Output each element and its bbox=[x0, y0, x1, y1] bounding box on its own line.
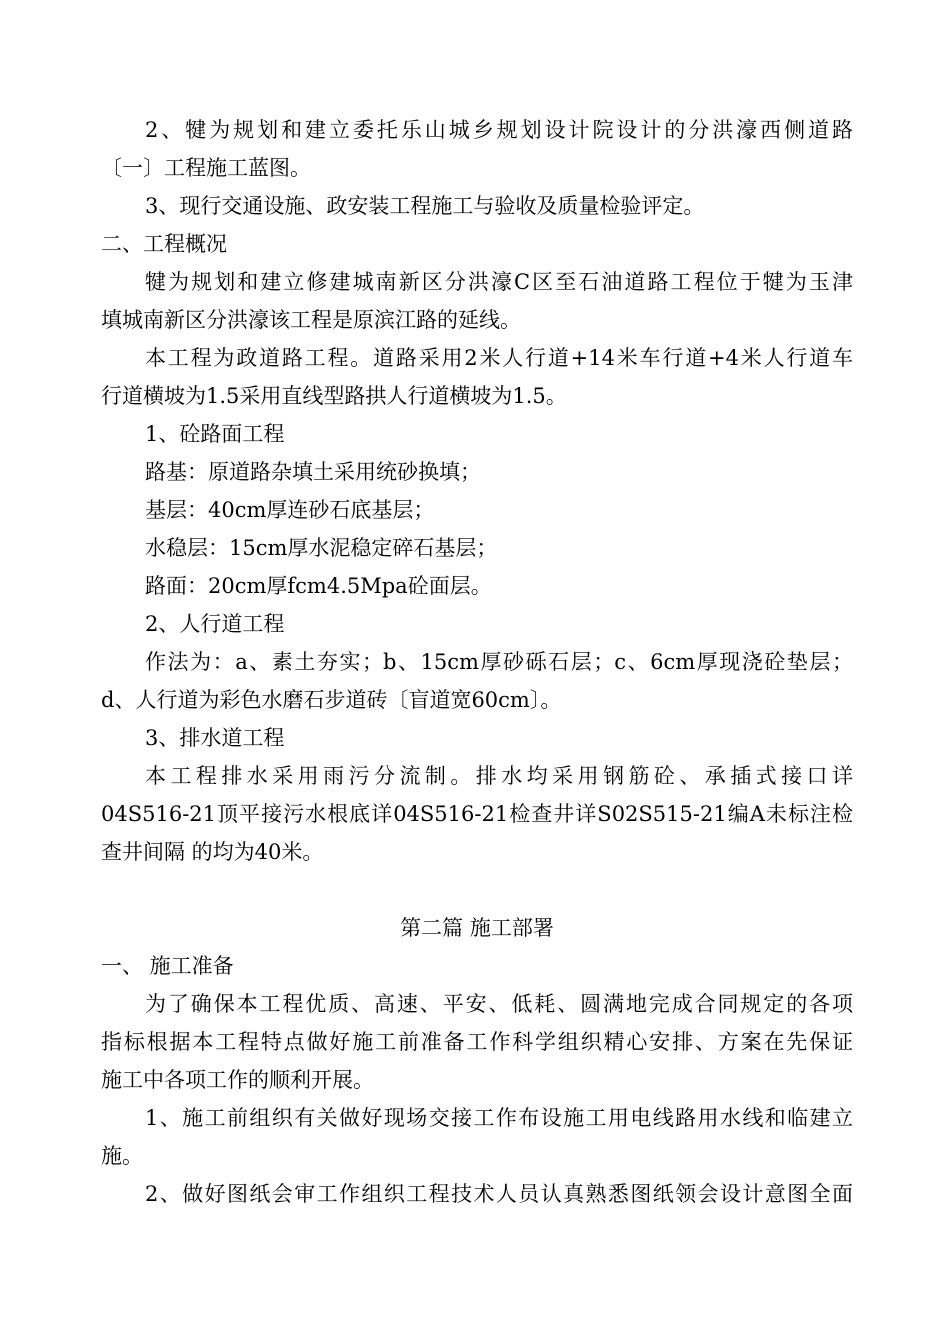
paragraph-line: 路面：20cm厚fcm4.5Mpa砼面层。 bbox=[145, 574, 492, 598]
paragraph-line: 2、做好图纸会审工作组织工程技术人员认真熟悉图纸领会设计意图全面 bbox=[145, 1182, 853, 1206]
paragraph-line: 3、现行交通设施、政安装工程施工与验收及质量检验评定。 bbox=[145, 194, 705, 218]
document-page bbox=[101, 111, 853, 1213]
paragraph-line: 水稳层：15cm厚水泥稳定碎石基层； bbox=[145, 536, 498, 560]
blank-line bbox=[101, 871, 853, 909]
paragraph-line: 指标根据本工程特点做好施工前准备工作科学组织精心安排、方案在先保证 bbox=[101, 1030, 853, 1054]
paragraph-line: 为了确保本工程优质、高速、平安、低耗、圆满地完成合同规定的各项 bbox=[145, 992, 853, 1016]
subsection-heading: 3、排水道工程 bbox=[145, 726, 285, 750]
paragraph-line: 基层：40cm厚连砂石底基层； bbox=[145, 498, 435, 522]
body-text-block-2 bbox=[101, 947, 853, 1213]
paragraph-line: 作法为：a、素土夯实；b、15cm厚砂砾石层；c、6cm厚现浇砼垫层； bbox=[145, 650, 853, 674]
paragraph-line: 路基：原道路杂填土采用统砂换填； bbox=[145, 460, 481, 484]
paragraph-line: 施。 bbox=[101, 1144, 143, 1168]
paragraph-line: 本工程排水采用雨污分流制。排水均采用钢筋砼、承插式接口详 bbox=[145, 764, 853, 788]
paragraph-line: 犍为规划和建立修建城南新区分洪濠C区至石油道路工程位于犍为玉津 bbox=[145, 270, 853, 294]
section-heading: 二、工程概况 bbox=[101, 232, 227, 256]
subsection-heading: 2、人行道工程 bbox=[145, 612, 285, 636]
paragraph-line: 填城南新区分洪濠该工程是原滨江路的延线。 bbox=[101, 308, 521, 332]
paragraph-line: 04S516-21顶平接污水根底详04S516-21检查井详S02S515-21编A未标注检 bbox=[101, 802, 853, 826]
chapter-title: 第二篇 施工部署 bbox=[400, 916, 554, 940]
section-heading: 一、 施工准备 bbox=[101, 954, 234, 978]
paragraph-line: 本工程为政道路工程。道路采用2米人行道+14米车行道+4米人行道车 bbox=[145, 346, 853, 370]
paragraph-line: 〔一〕工程施工蓝图。 bbox=[101, 156, 311, 180]
body-text-block-1 bbox=[101, 111, 853, 871]
paragraph-line: 查井间隔 的均为40米。 bbox=[101, 840, 324, 864]
paragraph-line: 1、施工前组织有关做好现场交接工作布设施工用电线路用水线和临建立 bbox=[145, 1106, 853, 1130]
paragraph-line: 行道横坡为1.5采用直线型路拱人行道横坡为1.5。 bbox=[101, 384, 567, 408]
paragraph-line: d、人行道为彩色水磨石步道砖〔盲道宽60cm〕。 bbox=[101, 688, 562, 712]
paragraph-line: 施工中各项工作的顺利开展。 bbox=[101, 1068, 374, 1092]
paragraph-line: 2、犍为规划和建立委托乐山城乡规划设计院设计的分洪濠西侧道路 bbox=[145, 118, 853, 142]
subsection-heading: 1、砼路面工程 bbox=[145, 422, 285, 446]
